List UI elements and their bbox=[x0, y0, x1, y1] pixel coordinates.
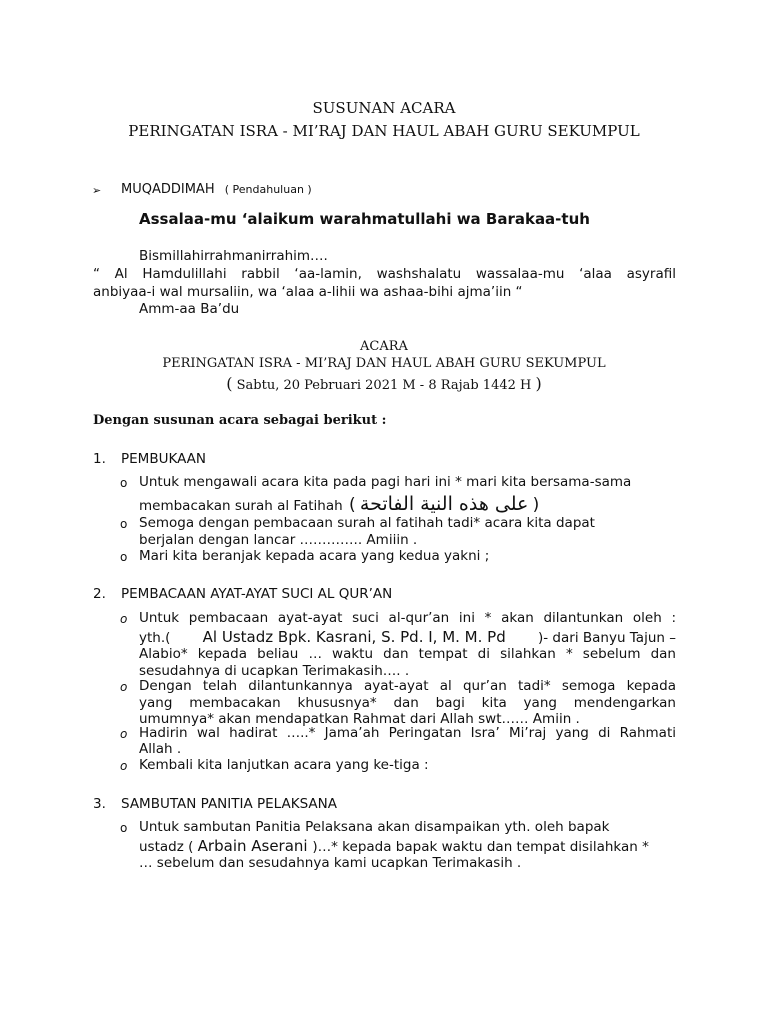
event-heading: ACARA bbox=[360, 339, 408, 354]
bullet-circle-italic-icon: o bbox=[120, 759, 128, 773]
s1-item1-line2 bbox=[139, 493, 539, 515]
hamdalah-line2: anbiyaa-i wal mursaliin, wa ‘alaa a-lihii wa ashaa-bihi ajma’iin “ bbox=[93, 284, 523, 300]
date-paren-close: ) bbox=[535, 374, 542, 393]
document-title: SUSUNAN ACARA bbox=[312, 99, 456, 117]
section-1-title: PEMBUKAAN bbox=[121, 451, 207, 467]
section-1-number: 1. bbox=[93, 451, 106, 467]
s2-item2-line3: umumnya* akan mendapatkan Rahmat dari Allah swt…… Amiin . bbox=[139, 711, 580, 727]
s1-item3-line1: Mari kita beranjak kepada acara yang kedua yakni ; bbox=[139, 548, 490, 564]
s2-item3-line1: Hadirin wal hadirat …..* Jama’ah Peringatan Isra’ Mi’raj yang di Rahmati bbox=[139, 725, 676, 741]
s2-item1-line2 bbox=[139, 628, 676, 646]
document-subtitle: PERINGATAN ISRA - MI’RAJ DAN HAUL ABAH GURU SEKUMPUL bbox=[128, 122, 640, 140]
muqaddimah-sublabel: ( Pendahuluan ) bbox=[224, 183, 312, 196]
date-paren-open: ( bbox=[226, 374, 233, 393]
s2-item4-line1: Kembali kita lanjutkan acara yang ke-tiga : bbox=[139, 757, 429, 773]
s1-item1-line1: Untuk mengawali acara kita pada pagi hari ini * mari kita bersama-sama bbox=[139, 474, 632, 490]
s2-item1-line1: Untuk pembacaan ayat-ayat suci al-qur’an ini * akan dilantunkan oleh : bbox=[139, 610, 676, 626]
s1-item2-line1: Semoga dengan pembacaan surah al fatihah tadi* acara kita dapat bbox=[139, 515, 595, 531]
event-name: PERINGATAN ISRA - MI’RAJ DAN HAUL ABAH GURU SEKUMPUL bbox=[162, 356, 606, 371]
s2-item1-origin: )- dari Banyu Tajun – bbox=[538, 630, 676, 646]
section-2-number: 2. bbox=[93, 586, 106, 602]
s3-item1-line2 bbox=[139, 837, 649, 855]
s3-item1-line1: Untuk sambutan Panitia Pelaksana akan disampaikan yth. oleh bapak bbox=[139, 819, 610, 835]
section-3-title: SAMBUTAN PANITIA PELAKSANA bbox=[121, 796, 337, 812]
muqaddimah-title: MUQADDIMAH bbox=[121, 182, 215, 197]
s1-item1-arabic: على هذه النية الفاتحة bbox=[359, 493, 529, 515]
event-date bbox=[0, 374, 768, 393]
s3-item1-rest: )…* kepada bapak waktu dan tempat disilahkan * bbox=[312, 839, 649, 855]
muqaddimah-arrow-icon: ➢ bbox=[92, 184, 102, 197]
s2-item1-line3: Alabio* kepada beliau … waktu dan tempat di silahkan * sebelum dan bbox=[139, 646, 676, 662]
section-3-number: 3. bbox=[93, 796, 106, 812]
s3-item1-ustadz: ustadz ( bbox=[139, 839, 198, 855]
s2-item2-line2: yang membacakan khususnya* dan bagi kita yang mendengarkan bbox=[139, 695, 676, 711]
s3-item1-name: Arbain Aserani bbox=[197, 837, 313, 855]
greeting: Assalaa-mu ‘alaikum warahmatullahi wa Barakaa-tuh bbox=[139, 210, 590, 228]
bullet-circle-icon: o bbox=[120, 550, 128, 564]
amma-badu: Amm-aa Ba’du bbox=[139, 301, 240, 317]
bullet-circle-icon: o bbox=[120, 517, 128, 531]
s1-item1-paren-open: ( bbox=[348, 495, 356, 515]
s1-item2-line2: berjalan dengan lancar ………….. Amiiin . bbox=[139, 532, 418, 548]
s2-item1-line4: sesudahnya di ucapkan Terimakasih…. . bbox=[139, 663, 410, 679]
muqaddimah-label bbox=[121, 182, 312, 197]
bismillah: Bismillahirrahmanirrahim…. bbox=[139, 248, 328, 264]
event-date-text: Sabtu, 20 Pebruari 2021 M - 8 Rajab 1442 H bbox=[232, 378, 536, 393]
bullet-circle-icon: o bbox=[120, 476, 128, 490]
s2-item1-yth: yth.( bbox=[139, 630, 171, 646]
s2-item2-line1: Dengan telah dilantunkannya ayat-ayat al qur’an tadi* semoga kepada bbox=[139, 678, 676, 694]
s2-item1-name: Al Ustadz Bpk. Kasrani, S. Pd. I, M. M. Pd bbox=[202, 628, 506, 646]
bullet-circle-icon: o bbox=[120, 821, 128, 835]
s1-item1-paren-close: ) bbox=[532, 495, 540, 515]
s2-item3-line2: Allah . bbox=[139, 741, 182, 757]
s1-item1-text: membacakan surah al Fatihah bbox=[139, 498, 343, 514]
section-2-title: PEMBACAAN AYAT-AYAT SUCI AL QUR’AN bbox=[121, 586, 393, 602]
s3-item1-line3: … sebelum dan sesudahnya kami ucapkan Terimakasih . bbox=[139, 855, 522, 871]
bullet-circle-italic-icon: o bbox=[120, 612, 128, 626]
agenda-intro: Dengan susunan acara sebagai berikut : bbox=[93, 413, 387, 428]
bullet-circle-italic-icon: o bbox=[120, 727, 128, 741]
bullet-circle-italic-icon: o bbox=[120, 680, 128, 694]
hamdalah-line1: “ Al Hamdulillahi rabbil ‘aa-lamin, washshalatu wassalaa-mu ‘alaa asyrafil bbox=[93, 266, 676, 282]
